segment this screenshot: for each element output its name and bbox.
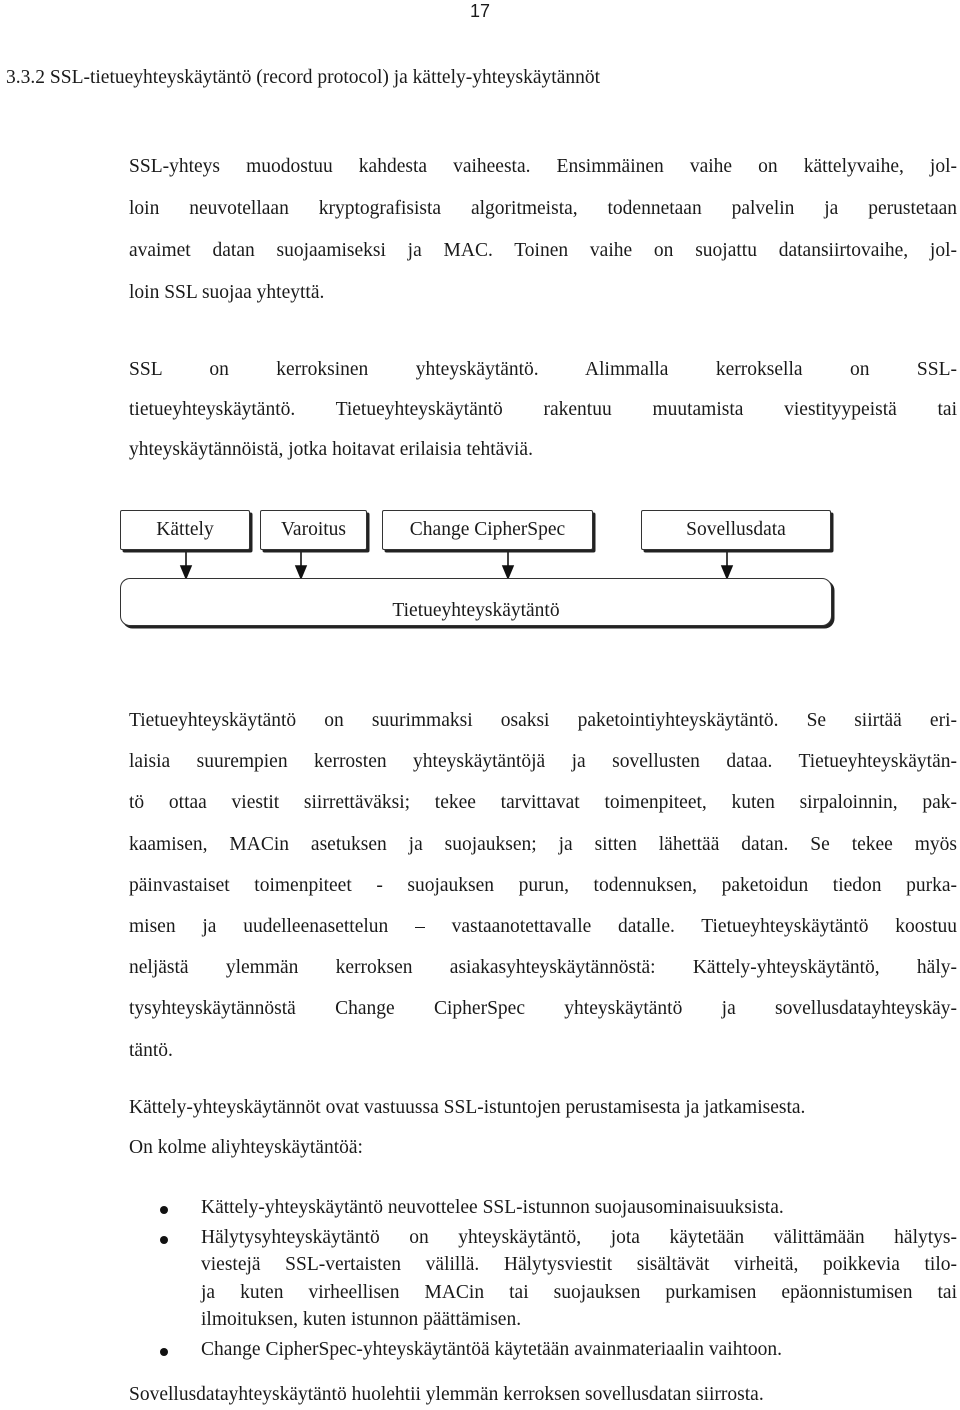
list-item-text: ja kuten virheellisen MACin tai suojauksen purkamisen epäonnistumisen tai	[201, 1281, 957, 1303]
paragraph-line: avaimet datan suojaamiseksi ja MAC. Toinen vaihe on suojattu datansiirtovaihe, jol-	[129, 240, 957, 261]
list-item	[160, 1194, 957, 1222]
box-varoitus: Varoitus	[260, 510, 367, 550]
list-item	[160, 1336, 957, 1364]
page-number: 17	[470, 1, 491, 21]
paragraph-line: päinvastaiset toimenpiteet - suojauksen purun, todennuksen, paketoidun tiedon purka-	[129, 874, 957, 896]
list-item-text: viestejä SSL-vertaisten välillä. Hälytysviestit sisältävät virheitä, poikkevia tilo-	[201, 1254, 957, 1275]
paragraph-ssl-phases	[129, 146, 957, 314]
paragraph-line: tysyhteyskäytännöstä Change CipherSpec yhteyskäytäntö ja sovellusdatayhteyskäy-	[129, 998, 957, 1020]
paragraph-line: Sovellusdatayhteyskäytäntö huolehtii ylemmän kerroksen sovellusdatan siirrosta.	[129, 1384, 764, 1405]
box-tietueyhteyskaytanto: Tietueyhteyskäytäntö	[120, 578, 832, 626]
paragraph-line: Kättely-yhteyskäytännöt ovat vastuussa SSL-istuntojen perustamisesta ja jatkamisesta.	[129, 1097, 806, 1118]
paragraph-line: yhteyskäytännöistä, jotka hoitavat erilaisia tehtäviä.	[129, 439, 533, 460]
paragraph-handshake-protocols	[129, 1088, 957, 1168]
paragraph-line: loin SSL suojaa yhteyttä.	[129, 282, 325, 303]
paragraph-record-protocol	[129, 700, 957, 1071]
paragraph-closing	[129, 1381, 957, 1409]
paragraph-line: tietueyhteyskäytäntö. Tietueyhteyskäytäntö rakentuu muutamista viestityypeistä tai	[129, 399, 957, 420]
bullet-icon	[160, 1206, 168, 1214]
paragraph-line: neljästä ylemmän kerroksen asiakasyhteyskäytännöstä: Kättely-yhteyskäytäntö, häly-	[129, 957, 957, 979]
bullet-icon	[160, 1348, 168, 1356]
paragraph-line: misen ja uudelleenasettelun – vastaanotettavalle datalle. Tietueyhteyskäytäntö koostuu	[129, 916, 957, 938]
paragraph-line: SSL on kerroksinen yhteyskäytäntö. Alimmalla kerroksella on SSL-	[129, 359, 957, 380]
paragraph-line: täntö.	[129, 1039, 173, 1061]
bullet-icon	[160, 1236, 168, 1244]
box-kattely: Kättely	[120, 510, 250, 550]
paragraph-line: Tietueyhteyskäytäntö on suurimmaksi osaksi paketointiyhteyskäytäntö. Se siirtää eri-	[129, 710, 957, 731]
paragraph-line: loin neuvotellaan kryptografisista algoritmeista, todennetaan palvelin ja perustetaan	[129, 198, 957, 219]
paragraph-line: kaamisen, MACin asetuksen ja suojauksen; ja sitten lähettää datan. Se tekee myös	[129, 833, 957, 855]
paragraph-line: tö ottaa viestit siirrettäväksi; tekee tarvittavat toimenpiteet, kuten sirpaloinnin, pak-	[129, 792, 957, 814]
list-item-text: ilmoituksen, kuten istunnon päättämisen.	[201, 1309, 522, 1330]
box-change-cipherspec: Change CipherSpec	[382, 510, 593, 550]
list-item-text: Kättely-yhteyskäytäntö neuvottelee SSL-istunnon suojausominaisuuksista.	[201, 1197, 784, 1218]
subprotocol-list	[160, 1194, 957, 1365]
list-item	[160, 1224, 957, 1334]
paragraph-ssl-layers	[129, 350, 957, 470]
section-heading: 3.3.2 SSL-tietueyhteyskäytäntö (record protocol) ja kättely-yhteyskäytännöt	[6, 67, 601, 88]
paragraph-line: On kolme aliyhteyskäytäntöä:	[129, 1137, 363, 1158]
list-item-text: Change CipherSpec-yhteyskäytäntöä käytetään avainmateriaalin vaihtoon.	[201, 1338, 783, 1360]
list-item-text: Hälytysyhteyskäytäntö on yhteyskäytäntö, jota käytetään välittämään hälytys-	[201, 1226, 957, 1248]
paragraph-line: SSL-yhteys muodostuu kahdesta vaiheesta. Ensimmäinen vaihe on kättelyvaihe, jol-	[129, 156, 957, 177]
box-sovellusdata: Sovellusdata	[641, 510, 831, 550]
paragraph-line: laisia suurempien kerrosten yhteyskäytäntöjä ja sovellusten dataa. Tietueyhteyskäytän-	[129, 751, 957, 773]
